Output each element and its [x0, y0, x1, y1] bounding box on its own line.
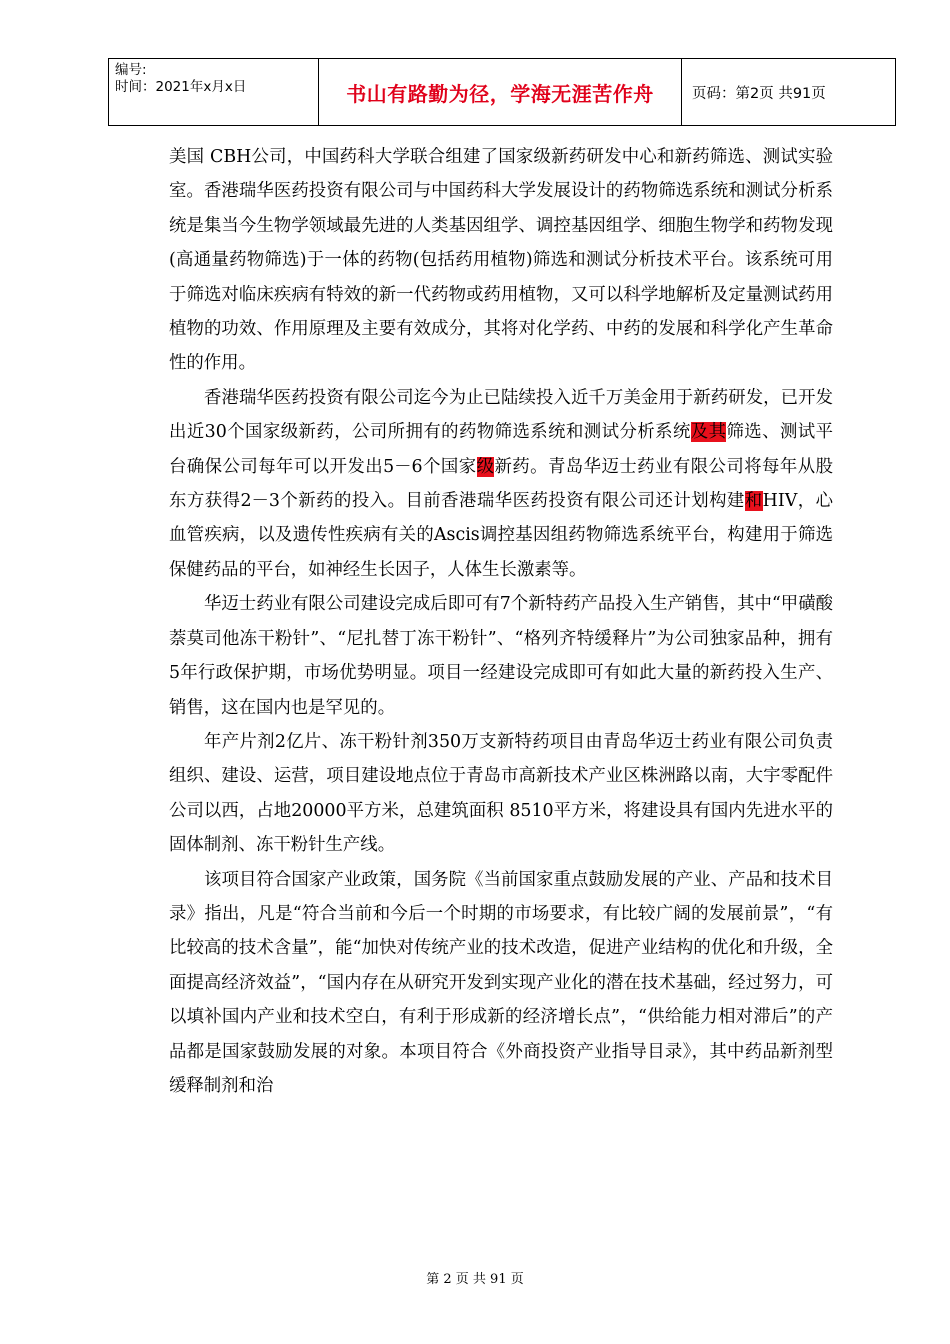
header-page-code: 页码：第2页 共91页 — [682, 59, 896, 126]
paragraph-text: HIV，心血管疾病，以及遗传性疾病有关的Ascis调控基因组药物筛选系统平台，构建用于筛选保健药品的平台，如神经生长因子，人体生长激素等。 — [169, 491, 833, 580]
highlighted-text: 级 — [476, 456, 495, 477]
header-motto: 书山有路勤为径，学海无涯苦作舟 — [319, 59, 682, 126]
document-time-label: 时间：2021年x月x日 — [115, 79, 247, 95]
highlighted-text: 和 — [744, 491, 763, 512]
header-table — [108, 58, 896, 126]
page-footer: 第 2 页 共 91 页 — [426, 1272, 524, 1287]
paragraph-text: 香港瑞华医药投资有限公司迄今为止已陆续投入近千万美金用于新药研发，已开发出近30个国家级新药，公司所拥有的药物筛选系统和测试分析系统 — [169, 387, 833, 443]
highlighted-text: 及其 — [690, 422, 727, 443]
paragraph-text: 年产片剂2亿片、冻干粉针剂350万支新特药项目由青岛华迈士药业有限公司负责组织、建设、运营，项目建设地点位于青岛市高新技术产业区株洲路以南，大宇零配件公司以西，占地20000平方米，总建筑面积 8510平方米，将建设具有国内先进水平的固体制剂、冻干粉针生产线。 — [169, 731, 833, 856]
paragraph-text: 美国 CBH公司，中国药科大学联合组建了国家级新药研发中心和新药筛选、测试实验室。香港瑞华医药投资有限公司与中国药科大学发展设计的药物筛选系统和测试分析系统是集当今生物学领域最先进的人类基因组学、调控基因组学、细胞生物学和药物发现(高通量药物筛选)于一体的药物(包括药用植物)筛选和测试分析技术平台。该系统可用于筛选对临床疾病有特效的新一代药物或药用植物，又可以科学地解析及定量测试药用植物的功效、作用原理及主要有效成分，其将对化学药、中药的发展和科学化产生革命性的作用。 — [169, 147, 833, 374]
paragraph-text: 新药。青岛华迈士药业有限公司将每年从股东方获得2－3个新药的投入。目前香港瑞华医药投资有限公司还计划构建 — [169, 456, 833, 512]
body-paragraph — [169, 863, 833, 1104]
body-paragraph — [169, 725, 833, 863]
paragraph-text: 该项目符合国家产业政策，国务院《当前国家重点鼓励发展的产业、产品和技术目录》指出，凡是“符合当前和今后一个时期的市场要求，有比较广阔的发展前景”，“有比较高的技术含量”，能“加快对传统产业的技术改造，促进产业结构的优化和升级，全面提高经济效益”，“国内存在从研究开发到实现产业化的潜在技术基础，经过努力，可以填补国内产业和技术空白，有利于形成新的经济增长点”，“供给能力相对滞后”的产品都是国家鼓励发展的对象。本项目符合《外商投资产业指导目录》，其中药品新剂型缓释制剂和治 — [169, 869, 833, 1096]
paragraph-text: 筛选、测试平台确保公司每年可以开发出5－6个国家 — [169, 422, 833, 477]
body-paragraph — [169, 381, 833, 587]
paragraph-text: 华迈士药业有限公司建设完成后即可有7个新特药产品投入生产销售，其中“甲磺酸萘莫司他冻干粉针”、“尼扎替丁冻干粉针”、“格列齐特缓释片”为公司独家品种，拥有5年行政保护期，市场优势明显。项目一经建设完成即可有如此大量的新药投入生产、销售，这在国内也是罕见的。 — [169, 594, 833, 718]
header-meta-cell — [109, 59, 319, 126]
body-paragraph — [169, 140, 833, 381]
body-paragraph — [169, 587, 833, 725]
document-number-label: 编号: — [115, 62, 147, 78]
document-body — [169, 140, 833, 1103]
